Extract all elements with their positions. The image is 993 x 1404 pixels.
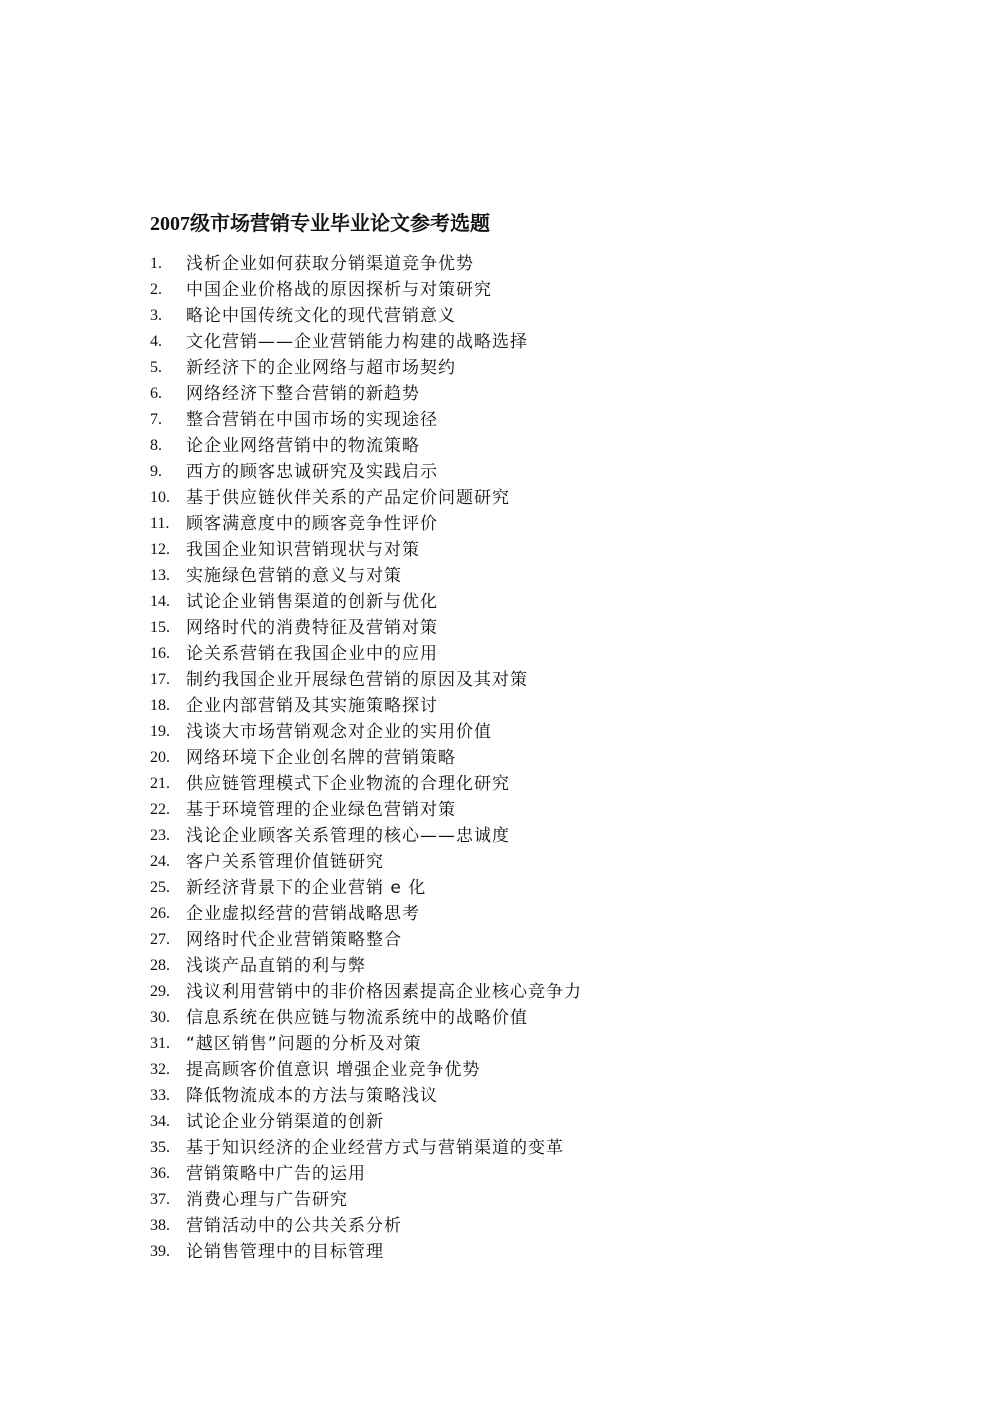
list-item <box>150 641 582 667</box>
list-item <box>150 1187 582 1213</box>
topic-text: 整合营销在中国市场的实现途径 <box>186 410 438 430</box>
topic-text: 客户关系管理价值链研究 <box>186 852 384 872</box>
list-item <box>150 875 582 901</box>
topic-text: 新经济背景下的企业营销 e 化 <box>186 878 427 898</box>
topic-number: 27. <box>150 931 170 948</box>
topic-text: 信息系统在供应链与物流系统中的战略价值 <box>186 1008 528 1028</box>
topic-text: 浅论企业顾客关系管理的核心——忠诚度 <box>186 826 510 846</box>
topic-number: 12. <box>150 541 170 558</box>
topic-text: 营销活动中的公共关系分析 <box>186 1216 402 1236</box>
topic-number: 11. <box>150 515 170 532</box>
list-item <box>150 381 582 407</box>
topic-number: 29. <box>150 983 170 1000</box>
topic-text: “越区销售”问题的分析及对策 <box>186 1034 422 1054</box>
topic-text: 基于供应链伙伴关系的产品定价问题研究 <box>186 488 510 508</box>
topic-text: 企业虚拟经营的营销战略思考 <box>186 904 420 924</box>
topic-number: 19. <box>150 723 170 740</box>
topic-text: 营销策略中广告的运用 <box>186 1164 366 1184</box>
topic-text: 网络时代的消费特征及营销对策 <box>186 618 438 638</box>
topic-text: 试论企业分销渠道的创新 <box>186 1112 384 1132</box>
topic-text: 供应链管理模式下企业物流的合理化研究 <box>186 774 510 794</box>
list-item <box>150 1031 582 1057</box>
topic-number: 5. <box>150 359 162 376</box>
topic-text: 西方的顾客忠诚研究及实践启示 <box>186 462 438 482</box>
topic-number: 25. <box>150 879 170 896</box>
topic-text: 试论企业销售渠道的创新与优化 <box>186 592 438 612</box>
list-item <box>150 589 582 615</box>
topic-text: 论关系营销在我国企业中的应用 <box>186 644 438 664</box>
list-item <box>150 615 582 641</box>
topic-text: 基于环境管理的企业绿色营销对策 <box>186 800 456 820</box>
list-item <box>150 745 582 771</box>
topic-text: 降低物流成本的方法与策略浅议 <box>186 1086 438 1106</box>
list-item <box>150 771 582 797</box>
topic-text: 中国企业价格战的原因探析与对策研究 <box>186 280 492 300</box>
topic-number: 16. <box>150 645 170 662</box>
topic-text: 浅议利用营销中的非价格因素提高企业核心竞争力 <box>186 982 582 1002</box>
list-item <box>150 303 582 329</box>
topic-number: 37. <box>150 1191 170 1208</box>
topic-number: 32. <box>150 1061 170 1078</box>
list-item <box>150 667 582 693</box>
list-item <box>150 693 582 719</box>
topic-number: 30. <box>150 1009 170 1026</box>
page-title: 2007级市场营销专业毕业论文参考选题 <box>150 213 490 235</box>
list-item <box>150 329 582 355</box>
list-item <box>150 1239 582 1265</box>
topic-number: 3. <box>150 307 162 324</box>
topic-number: 18. <box>150 697 170 714</box>
topic-text: 消费心理与广告研究 <box>186 1190 348 1210</box>
list-item <box>150 563 582 589</box>
list-item <box>150 433 582 459</box>
topic-number: 4. <box>150 333 162 350</box>
list-item <box>150 927 582 953</box>
topic-number: 15. <box>150 619 170 636</box>
list-item <box>150 459 582 485</box>
topic-text: 论销售管理中的目标管理 <box>186 1242 384 1262</box>
topic-number: 21. <box>150 775 170 792</box>
list-item <box>150 1135 582 1161</box>
topic-text: 文化营销——企业营销能力构建的战略选择 <box>186 332 528 352</box>
topic-text: 提高顾客价值意识 增强企业竞争优势 <box>186 1060 481 1080</box>
list-item <box>150 355 582 381</box>
list-item <box>150 1083 582 1109</box>
topic-number: 14. <box>150 593 170 610</box>
topic-text: 顾客满意度中的顾客竞争性评价 <box>186 514 438 534</box>
topic-number: 36. <box>150 1165 170 1182</box>
list-item <box>150 511 582 537</box>
topic-number: 13. <box>150 567 170 584</box>
topic-number: 6. <box>150 385 162 402</box>
list-item <box>150 251 582 277</box>
topic-text: 论企业网络营销中的物流策略 <box>186 436 420 456</box>
list-item <box>150 1109 582 1135</box>
list-item <box>150 1057 582 1083</box>
topic-text: 网络环境下企业创名牌的营销策略 <box>186 748 456 768</box>
topic-text: 企业内部营销及其实施策略探讨 <box>186 696 438 716</box>
list-item <box>150 485 582 511</box>
topic-number: 35. <box>150 1139 170 1156</box>
topic-number: 31. <box>150 1035 170 1052</box>
topic-number: 28. <box>150 957 170 974</box>
topic-number: 17. <box>150 671 170 688</box>
list-item <box>150 1005 582 1031</box>
list-item <box>150 797 582 823</box>
topic-number: 33. <box>150 1087 170 1104</box>
topic-number: 39. <box>150 1243 170 1260</box>
topic-number: 8. <box>150 437 162 454</box>
topic-number: 2. <box>150 281 162 298</box>
topic-number: 22. <box>150 801 170 818</box>
topic-text: 实施绿色营销的意义与对策 <box>186 566 402 586</box>
topic-number: 10. <box>150 489 170 506</box>
topic-text: 新经济下的企业网络与超市场契约 <box>186 358 456 378</box>
topic-number: 24. <box>150 853 170 870</box>
list-item <box>150 277 582 303</box>
topic-text: 浅谈产品直销的利与弊 <box>186 956 366 976</box>
list-item <box>150 849 582 875</box>
topic-number: 38. <box>150 1217 170 1234</box>
topic-list <box>150 251 582 1265</box>
list-item <box>150 1161 582 1187</box>
list-item <box>150 953 582 979</box>
list-item <box>150 823 582 849</box>
topic-text: 制约我国企业开展绿色营销的原因及其对策 <box>186 670 528 690</box>
topic-number: 26. <box>150 905 170 922</box>
list-item <box>150 1213 582 1239</box>
topic-text: 浅析企业如何获取分销渠道竞争优势 <box>186 254 474 274</box>
topic-number: 1. <box>150 255 162 272</box>
topic-text: 网络时代企业营销策略整合 <box>186 930 402 950</box>
topic-text: 浅谈大市场营销观念对企业的实用价值 <box>186 722 492 742</box>
topic-text: 我国企业知识营销现状与对策 <box>186 540 420 560</box>
topic-number: 20. <box>150 749 170 766</box>
list-item <box>150 537 582 563</box>
list-item <box>150 979 582 1005</box>
topic-text: 基于知识经济的企业经营方式与营销渠道的变革 <box>186 1138 564 1158</box>
topic-number: 23. <box>150 827 170 844</box>
topic-number: 7. <box>150 411 162 428</box>
list-item <box>150 901 582 927</box>
list-item <box>150 407 582 433</box>
topic-text: 网络经济下整合营销的新趋势 <box>186 384 420 404</box>
topic-number: 9. <box>150 463 162 480</box>
topic-number: 34. <box>150 1113 170 1130</box>
topic-text: 略论中国传统文化的现代营销意义 <box>186 306 456 326</box>
list-item <box>150 719 582 745</box>
